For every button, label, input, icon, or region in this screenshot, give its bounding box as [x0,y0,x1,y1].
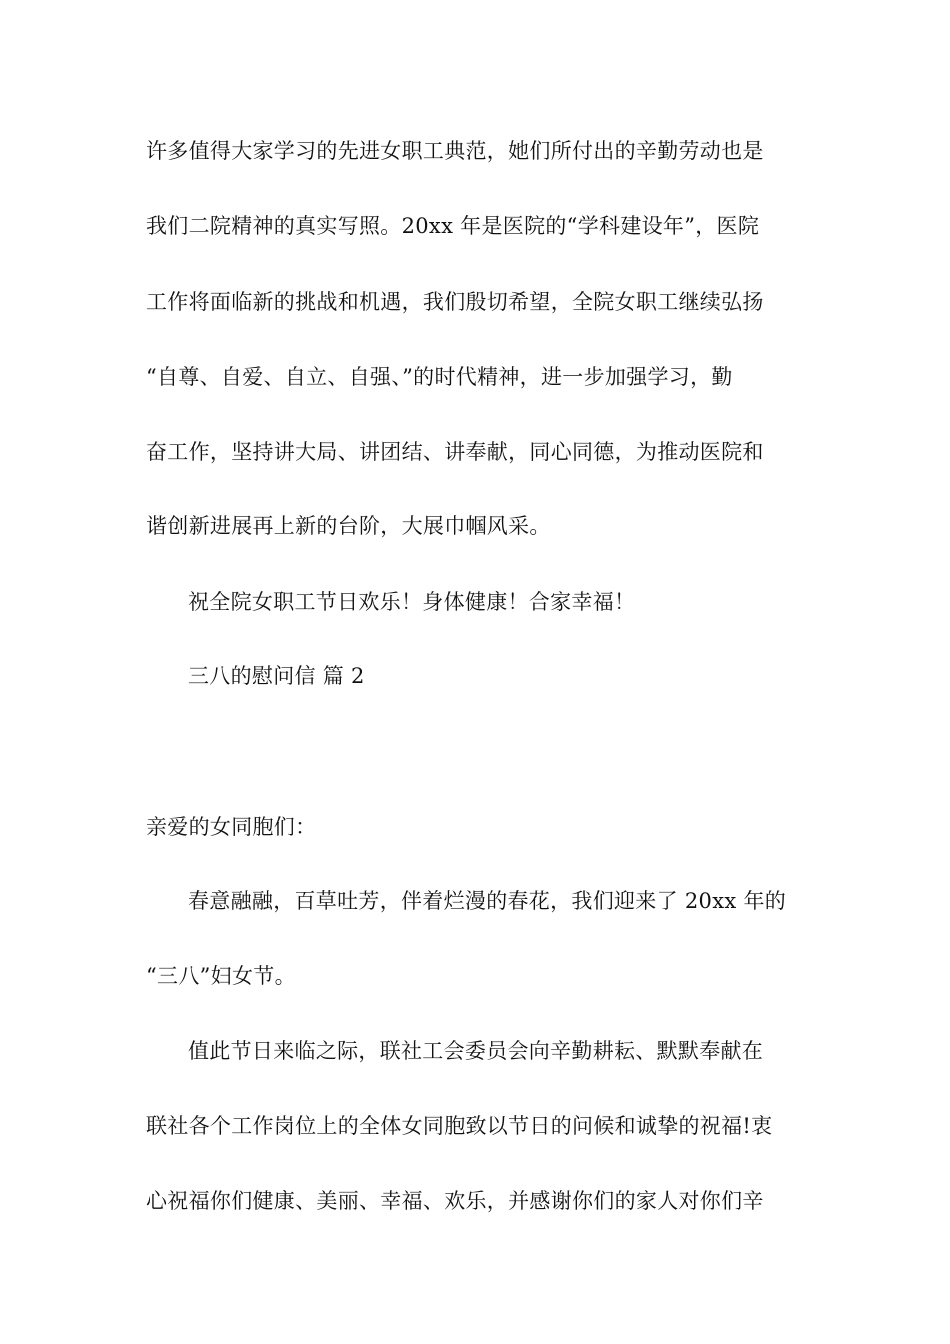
salutation: 亲爱的女同胞们： [146,815,317,839]
section-heading: 三八的慰问信 篇 2 [188,664,365,688]
paragraph-line: 值此节日来临之际，联社工会委员会向辛勤耕耘、默默奉献在 [188,1039,764,1063]
paragraph-line: 联社各个工作岗位上的全体女同胞致以节日的问候和诚挚的祝福!衷 [146,1114,773,1138]
paragraph-line: 春意融融，百草吐芳，伴着烂漫的春花，我们迎来了 20xx 年的 [188,889,787,913]
paragraph-line: 谐创新进展再上新的台阶，大展巾帼风采。 [146,514,551,538]
paragraph-line: 工作将面临新的挑战和机遇，我们殷切希望，全院女职工继续弘扬 [146,290,764,314]
paragraph-line: 我们二院精神的真实写照。20xx 年是医院的“学科建设年”，医院 [146,214,760,238]
paragraph-line: “三八”妇女节。 [146,964,296,988]
paragraph-line: “自尊、自爱、自立、自强、”的时代精神，进一步加强学习，勤 [146,365,733,389]
greeting-line: 祝全院女职工节日欢乐！身体健康！合家幸福！ [188,590,636,614]
paragraph-line: 许多值得大家学习的先进女职工典范，她们所付出的辛勤劳动也是 [146,139,764,163]
paragraph-line: 奋工作，坚持讲大局、讲团结、讲奉献，同心同德，为推动医院和 [146,440,764,464]
paragraph-line: 心祝福你们健康、美丽、幸福、欢乐，并感谢你们的家人对你们辛 [146,1189,764,1213]
